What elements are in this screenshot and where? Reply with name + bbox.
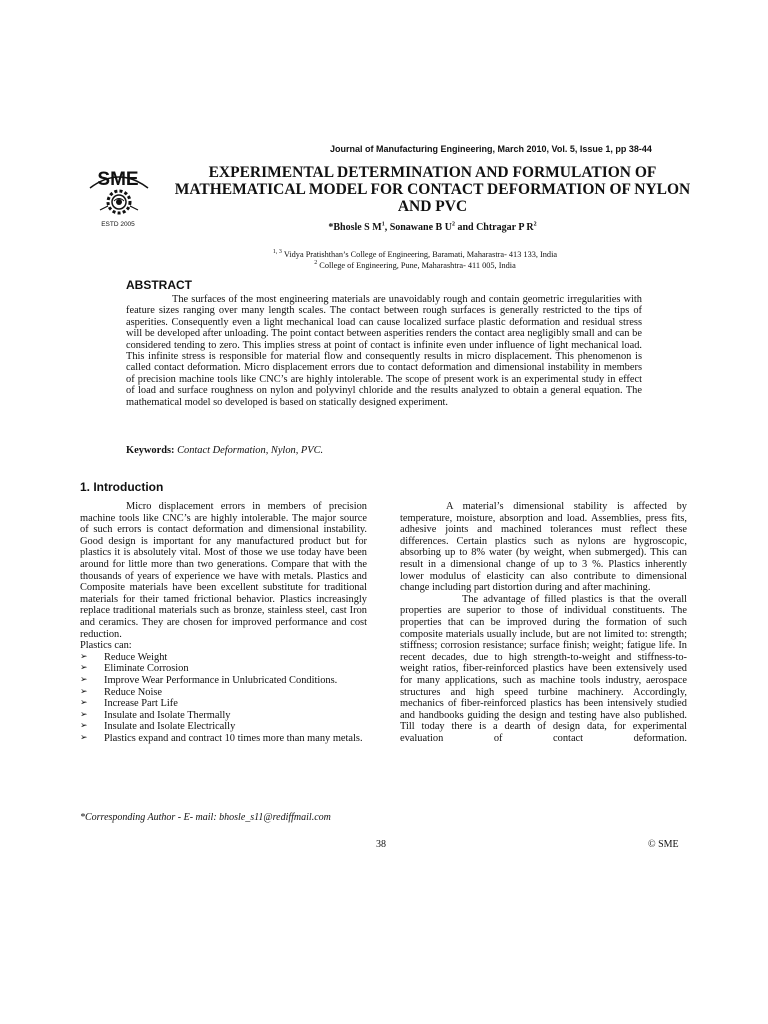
affiliation-2: $^2$ College of Engineering, Pune, Maharashtra- 411 005, India [314, 259, 516, 270]
arrow-bullet-icon: ➢ [80, 709, 88, 720]
list-item: ➢ Reduce Weight [80, 651, 168, 663]
list-item: ➢ Insulate and Isolate Thermally [80, 709, 231, 721]
sme-logo-estd: ESTD 2005 [101, 221, 135, 228]
keywords-value: Contact Deformation, Nylon, PVC. [177, 445, 324, 456]
affiliation-1: $^{1, 3}$ Vidya Pratishthan’s College of Engineering, Baramati, Maharastra- 413 133, India [272, 249, 558, 259]
section-heading-introduction: 1. Introduction [80, 480, 164, 494]
abstract-heading: ABSTRACT [126, 278, 192, 292]
plastics-can-label: Plastics can: [80, 640, 132, 652]
list-item: ➢ Increase Part Life [80, 698, 178, 710]
list-item: ➢ Plastics expand and contract 10 times more than many metals. [80, 732, 363, 744]
page-number: 38 [376, 839, 386, 850]
filled-plastics-paragraph: The advantage of filled plastics is that the overall properties are superior to those of individual constituents. The properties that can be improved during the formation of such composite materials usually include, but are not limited to: strength; stiffness; corrosion resistance; surface finish; weight; fatigue life. In recent decades, due to high strength-to-weight and stiffness-to-weight ratios, fiber-reinforced plastics have been extensively used for many applications, such as machine tools industry, aerospace structures and high speed turbine machinery. Accordingly, mechanics of fiber-reinforced plastics has been intensively studied and handbooks guiding the design and testing have also published. Till today there is a dearth of design data, for experimental evaluation of contact deformation. [400, 593, 687, 744]
arrow-bullet-icon: ➢ [80, 674, 88, 685]
keywords-line [126, 445, 642, 456]
arrow-bullet-icon: ➢ [80, 732, 88, 743]
intro-paragraph: Micro displacement errors in members of precision machine tools like CNC’s are highly intolerable. The major source of such errors is contact deformation and dimensional instability. Good design is important for any manufactured product but for plastics it is absolutely vital. Most of those we use today have been around for little more than two generations. Compare that with the thousands of years of experience we have with metals. Plastics and Composite materials have been excellent substitute for traditional materials for their tamed frictional behavior. Plastics increasingly replace traditional materials such as bronze, stainless steel, cast Iron and ceramics. They are chosen for improved performance and cost reduction. [80, 501, 367, 640]
affiliations [150, 250, 680, 271]
benefits-list [80, 652, 367, 745]
stability-paragraph: A material’s dimensional stability is affected by temperature, moisture, absorption and load. Assemblies, press fits, adhesive joints and machined tolerances must reflect these differences. Certain plastics such as nylons are hygroscopic, absorbing up to 8% water (by weight, when submerged). This can result in a dimensional change of up to 3 %. Plastics inherently lower modulus of elasticity can also contribute to dimensional change including part distortion during and after machining. [400, 501, 687, 594]
paper-title: EXPERIMENTAL DETERMINATION AND FORMULATION OF MATHEMATICAL MODEL FOR CONTACT DEFORMATION OF NYLON AND PVC [174, 164, 691, 215]
arrow-bullet-icon: ➢ [80, 721, 88, 732]
right-column [400, 501, 687, 744]
arrow-bullet-icon: ➢ [80, 663, 88, 674]
sme-logo [80, 168, 158, 230]
author-2: Sonawane B U [389, 222, 452, 233]
arrow-bullet-icon: ➢ [80, 651, 88, 662]
left-column [80, 501, 367, 744]
author-3: Chtragar P R [476, 222, 534, 233]
list-item: ➢ Insulate and Isolate Electrically [80, 721, 236, 733]
list-item: ➢ Reduce Noise [80, 686, 162, 698]
arrow-bullet-icon: ➢ [80, 686, 88, 697]
list-item: ➢ Eliminate Corrosion [80, 663, 189, 675]
sme-logo-text: SME [97, 169, 139, 190]
corresponding-author-footnote: *Corresponding Author - E- mail: bhosle_s11@rediffmail.com [80, 812, 331, 823]
author-1: *Bhosle S M [328, 222, 382, 233]
copyright-notice: © SME [648, 839, 679, 850]
journal-citation: Journal of Manufacturing Engineering, March 2010, Vol. 5, Issue 1, pp 38-44 [330, 144, 652, 154]
abstract-body: The surfaces of the most engineering materials are unavoidably rough and contain geometric irregularities with feature sizes ranging over many length scales. The contact between rough surfaces is generally restricted to the tips of asperities. Consequently even a light mechanical load can cause localized surface plastic deformation and residual stress will be developed after unloading. The point contact between asperities renders the contact area negligibly small and can be considered tending to zero. This implies stress at point of contact is infinite even under influence of light mechanical load. This infinite stress is responsible for material flow and consequently results in micro displacement. This phenomenon is called contact deformation. Micro displacement errors due to contact deformation and dimensional instability in members of precision machine tools like CNC’s are highly intolerable. The scope of present work is an experimental study in effect of load and surface roughness on nylon and polyvinyl chloride and the results analyzed to obtain a general equation. The mathematical model so developed is based on statically designed experiment. [126, 294, 642, 408]
arrow-bullet-icon: ➢ [80, 698, 88, 709]
author-line: *Bhosle S $M^1$, Sonawane B $U^2$ and Chtragar P $R^2$ [328, 221, 537, 233]
keywords-label: Keywords: [126, 445, 175, 456]
list-item: ➢ Improve Wear Performance in Unlubricated Conditions. [80, 674, 338, 686]
